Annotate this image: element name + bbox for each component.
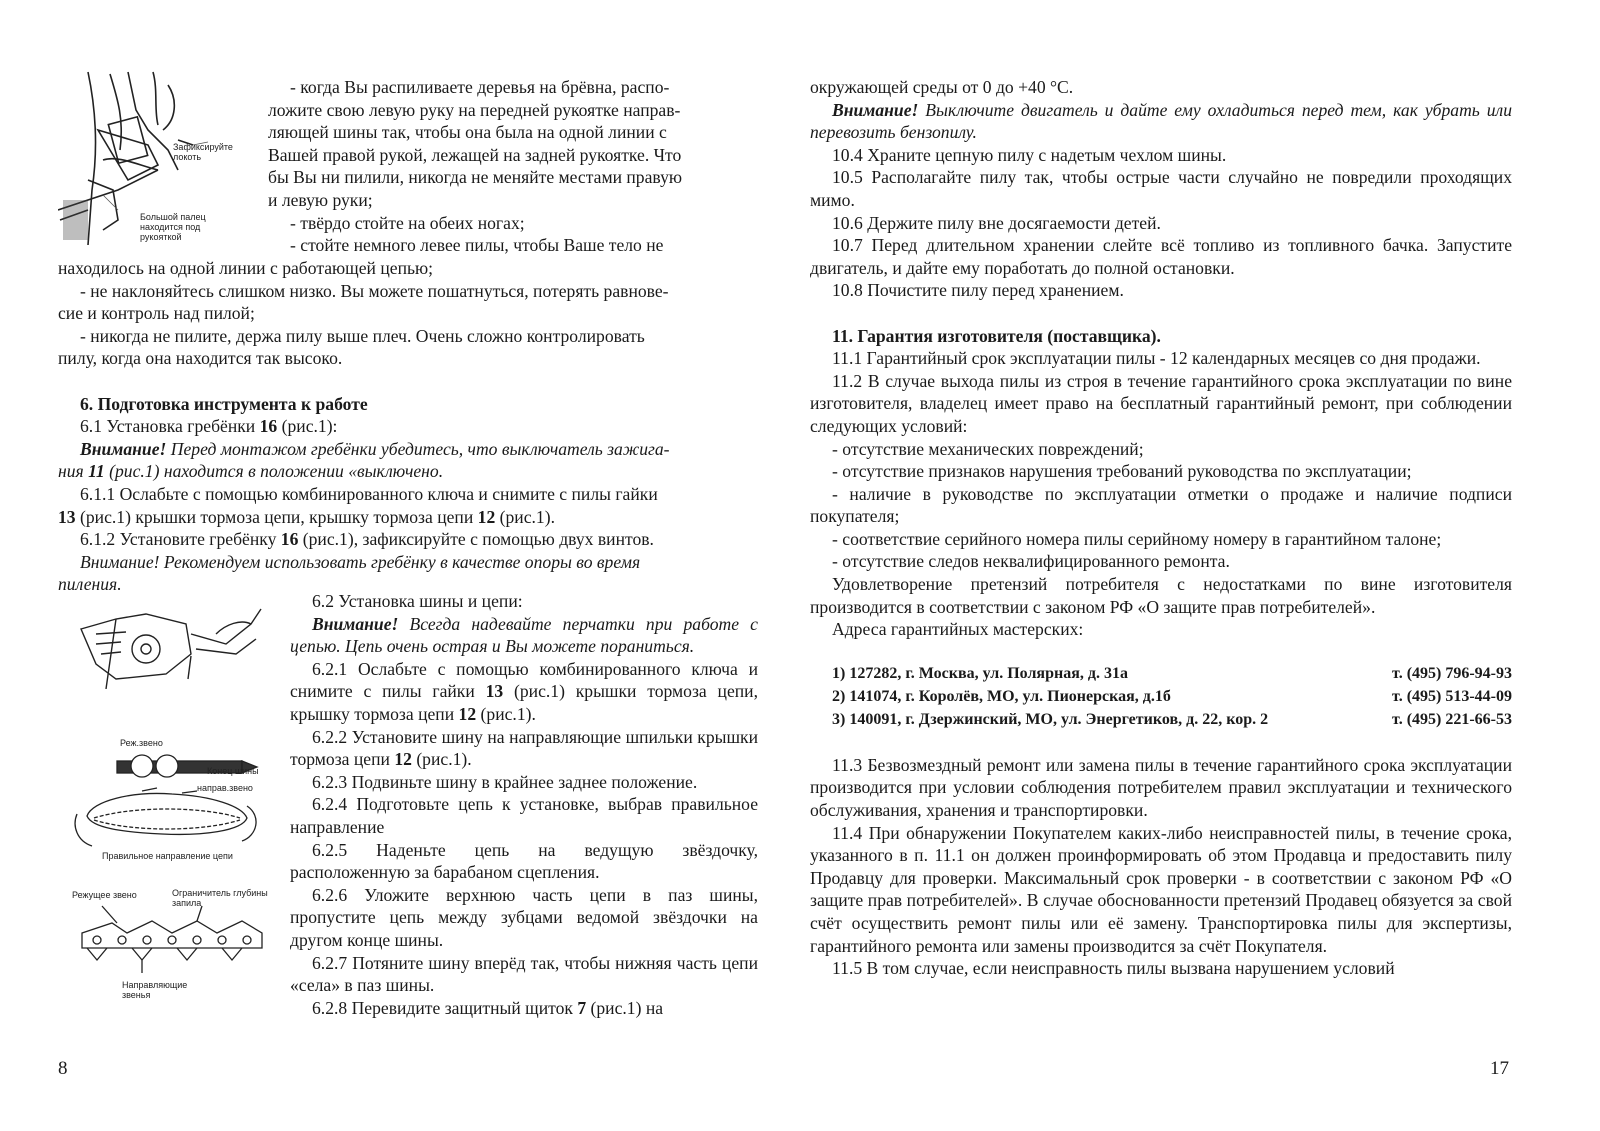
main-text-block <box>58 257 758 596</box>
address-phone: т. (495) 513-44-09 <box>1392 688 1512 706</box>
condition-item: - отсутствие механических повреждений; <box>832 438 1144 459</box>
right-text-block <box>810 76 1512 980</box>
label-guide-links: Направляющие звенья <box>122 980 188 1000</box>
section-6-2-6: 6.2.6 Уложите верхнюю часть цепи в паз шины, пропустите цепь между зубцами ведомой звёздочки на другом конце шины. <box>290 884 758 950</box>
text-line: пилу, когда она находится так высоко. <box>58 348 343 369</box>
text-line: бы Вы ни пилили, никогда не меняйте местами правую <box>268 167 683 188</box>
condition-item: - отсутствие признаков нарушения требований руководства по эксплуатации; <box>832 461 1412 482</box>
label-bar-end: Конец шины <box>207 766 259 776</box>
page-number-left: 8 <box>58 1058 68 1079</box>
warning-label: Внимание! <box>312 613 399 634</box>
condition-item: - наличие в руководстве по эксплуатации отметки о продаже и наличие подписи покупателя; <box>810 483 1512 527</box>
address-row <box>832 663 1512 686</box>
label-cutting-link: Реж.звено <box>120 738 163 748</box>
address-phone: т. (495) 221-66-53 <box>1392 710 1512 728</box>
right-page <box>800 0 1600 1131</box>
ref-number: 12 <box>458 703 477 724</box>
section-6-1 <box>58 415 758 438</box>
text-span: (рис.1), зафиксируйте с помощью двух винтов. <box>298 529 654 550</box>
text-span: Перед монтажом гребёнки убедитесь, что выключатель зажига- <box>166 438 670 459</box>
item-11-3: 11.3 Безвозмездный ремонт или замена пилы в течение гарантийного срока эксплуатации производится при условии соблюдения потребителем правил эксплуатации и технического обслуживания, хранения и транспортировки. <box>810 754 1512 820</box>
text-span: (рис.1) крышки тормоза цепи, крышку тормоза цепи <box>290 681 758 724</box>
text-span: 6.1.1 Ослабьте с помощью комбинированного ключа и снимите с пилы гайки <box>80 483 658 504</box>
section-6-2-4: 6.2.4 Подготовьте цепь к установке, выбрав правильное направление <box>290 794 758 837</box>
address-text: 1) 127282, г. Москва, ул. Полярная, д. 31а <box>832 665 1128 683</box>
text-span: 6.2.8 Перевидите защитный щиток <box>312 997 578 1018</box>
text-span: 6.1 Установка гребёнки <box>80 416 260 437</box>
ref-number: 13 <box>485 681 504 702</box>
ref-number: 12 <box>477 506 496 527</box>
label-guide-link: направ.звено <box>197 783 253 793</box>
item-10-5: 10.5 Располагайте пилу так, чтобы острые части случайно не повредили проходящих мимо. <box>810 167 1512 210</box>
warning-cooldown <box>810 99 1512 144</box>
section-6-2-7: 6.2.7 Потяните шину вперёд так, чтобы нижняя часть цепи «села» в паз шины. <box>290 952 758 996</box>
condition-item: - отсутствие следов неквалифицированного ремонта. <box>832 551 1230 572</box>
section-6-2-title: 6.2 Установка шины и цепи: <box>312 591 523 611</box>
item-11-1: 11.1 Гарантийный срок эксплуатации пилы - 12 календарных месяцев со дня продажи. <box>832 348 1481 369</box>
item-11-4: 11.4 При обнаружении Покупателем каких-либо неисправностей пилы, в течение срока, указанного в п. 11.1 он должен проинформировать об этом Продавца и предоставить пилу Продавцу для проверки. Максимальный срок проверки - в соответствии с законом РФ «О защите прав потребителей». В случае обоснованности претензий Продавец обязуется за свой счёт осуществить ремонт пилы или её замену. Транспортировка пилы для экспертизы, гарантийного ремонта или замены производится за счёт Покупателя. <box>810 822 1512 956</box>
text-span: (рис.1). <box>411 749 472 770</box>
warning-label: Внимание! <box>832 99 919 120</box>
figure-operator-grip <box>58 70 258 250</box>
text-span: 6.2.2 Установите шину на направляющие шпильки крышки тормоза цепи <box>290 726 758 770</box>
section-6-2-2 <box>290 726 758 771</box>
figure-chain-links <box>72 888 272 1006</box>
section-11-title: 11. Гарантия изготовителя (поставщика). <box>832 325 1161 346</box>
section-6-title: 6. Подготовка инструмента к работе <box>80 393 368 414</box>
figure-chain-direction <box>72 736 267 861</box>
text-line: сие и контроль над пилой; <box>58 303 255 324</box>
text-span: (рис.1) на <box>586 997 664 1018</box>
text-span: (рис.1). <box>495 506 555 527</box>
ref-number: 13 <box>58 506 76 527</box>
text-line: - не наклоняйтесь слишком низко. Вы можете пошатнуться, потерять равнове- <box>80 280 669 301</box>
figure-caption-thumb: Большой палец находится под рукояткой <box>140 212 206 242</box>
section-6-2-block <box>290 590 758 1019</box>
address-phone: т. (495) 796-94-93 <box>1392 665 1512 683</box>
text-span: 6.1.2 Установите гребёнку <box>80 529 281 550</box>
chain-direction-illustration <box>72 736 267 861</box>
item-11-5: 11.5 В том случае, если неисправность пилы вызвана нарушением условий <box>832 958 1395 979</box>
text-span: 6.2.1 Ослабьте с помощью комбинированного ключа и снимите с пилы гайки <box>290 658 758 702</box>
address-text: 3) 140091, г. Дзержинский, МО, ул. Энергетиков, д. 22, кор. 2 <box>832 710 1269 728</box>
address-row <box>832 686 1512 709</box>
addresses-title: Адреса гарантийных мастерских: <box>832 619 1084 640</box>
text-line: Вашей правой рукой, лежащей на задней рукоятке. Что <box>268 144 682 165</box>
ref-number: 12 <box>394 749 412 770</box>
figure-glove-saw <box>76 594 266 689</box>
addresses-list <box>810 663 1512 731</box>
warning-6-1 <box>58 438 758 483</box>
text-span: (рис.1) крышки тормоза цепи, крышку тормоза цепи <box>75 506 478 527</box>
item-10-8: 10.8 Почистите пилу перед хранением. <box>832 280 1124 301</box>
warning-label: Внимание! <box>80 438 167 459</box>
intro-text-block <box>268 76 758 257</box>
warning-6-2 <box>290 613 758 658</box>
section-6-2-8 <box>290 997 758 1020</box>
text-span: ния <box>58 461 89 482</box>
text-line: - когда Вы распиливаете деревья на брёвна, распо- <box>290 77 670 97</box>
text-line: ложите свою левую руку на передней рукоятке направ- <box>268 99 681 120</box>
condition-item: - соответствие серийного номера пилы серийному номеру в гарантийном талоне; <box>832 528 1442 549</box>
text-line: ляющей шины так, чтобы она была на одной линии с <box>268 122 667 143</box>
text-line: - твёрдо стойте на обеих ногах; <box>290 212 525 233</box>
warning-comb-end: пиления. <box>58 574 122 595</box>
text-line: и левую руки; <box>268 189 373 210</box>
ref-number: 7 <box>577 997 587 1018</box>
section-6-1-2 <box>58 528 758 551</box>
item-10-6: 10.6 Держите пилу вне досягаемости детей. <box>832 212 1161 233</box>
label-cutting-link: Режущее звено <box>72 890 137 900</box>
text-span: (рис.1): <box>277 416 338 437</box>
figure-caption-elbow: Зафиксируйте локоть <box>173 142 233 162</box>
text-span: Всегда надевайте перчатки при работе с цепью. Цепь очень острая и Вы можете пораниться. <box>290 613 758 657</box>
text-line: - никогда не пилите, держа пилу выше плеч. Очень сложно контролировать <box>80 325 645 346</box>
ref-number: 11 <box>88 461 105 482</box>
section-6-2-1 <box>290 658 758 726</box>
label-depth-limiter: Ограничитель глубины запила <box>172 888 268 908</box>
text-span: Выключите двигатель и дайте ему охладиться перед тем, как убрать или перевозить бензопилу. <box>810 99 1512 143</box>
item-10-4: 10.4 Храните цепную пилу с надетым чехлом шины. <box>832 144 1227 165</box>
address-text: 2) 141074, г. Королёв, МО, ул. Пионерская, д.1б <box>832 688 1171 706</box>
address-row <box>832 709 1512 732</box>
item-11-2: 11.2 В случае выхода пилы из строя в течение гарантийного срока эксплуатации по вине изготовителя, владелец имеет право на бесплатный гарантийный ремонт, при соблюдении следующих условий: <box>810 370 1512 436</box>
glove-saw-illustration <box>76 594 266 689</box>
text-environment: окружающей среды от 0 до +40 °С. <box>810 77 1074 97</box>
text-line: находилось на одной линии с работающей цепью; <box>58 258 434 278</box>
text-span: (рис.1) находится в положении «выключено. <box>104 461 444 482</box>
ref-number: 16 <box>259 416 278 437</box>
claims-paragraph: Удовлетворение претензий потребителя с недостатками по вине изготовителя производится в соответствии с законом РФ «О защите прав потребителей». <box>810 574 1512 617</box>
item-10-7: 10.7 Перед длительном хранении слейте всё топливо из топливного бачка. Запустите двигатель, и дайте ему поработать до полной остановки. <box>810 235 1512 278</box>
section-6-1-1 <box>58 483 758 528</box>
section-6-2-5: 6.2.5 Наденьте цепь на ведущую звёздочку, расположенную за барабаном сцепления. <box>290 839 758 883</box>
warning-comb: Внимание! Рекомендуем использовать гребёнку в качестве опоры во время <box>80 551 641 572</box>
text-span: (рис.1). <box>476 703 536 724</box>
ref-number: 16 <box>280 529 299 550</box>
section-6-2-3: 6.2.3 Подвиньте шину в крайнее заднее положение. <box>312 771 698 792</box>
page-number-right: 17 <box>1490 1058 1509 1079</box>
figure-caption-chain-direction: Правильное направление цепи <box>102 851 233 861</box>
text-line: - стойте немного левее пилы, чтобы Ваше тело не <box>290 235 664 256</box>
